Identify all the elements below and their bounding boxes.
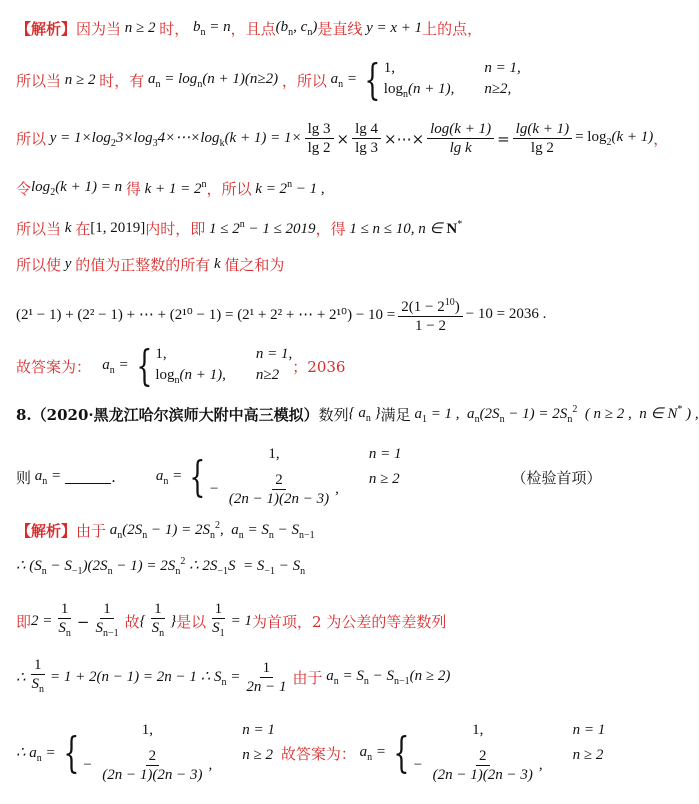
solution-2-line-1: 【解析】 由于 $a_n(2S_n - 1) = 2S_n^2$, $a_n = S_n - S_{n-1}$ — [16, 520, 315, 541]
question-8-blank-line: 则 $a_n$ = . $a_n$ = { 1, n = 1 − $\frac{2}{(2n - 1)(2n - 3)}$ , n ≥ 2 （检验首项） — [16, 446, 602, 507]
solution-2-line-5: ∴ $a_n$ = { 1, n = 1 − $\frac{2}{(2n - 1)(2n - 3)}$ , n ≥ 2 故答案为： $a_n$ = { 1, n = 1 − $\frac{2}{(2n - 1)(2n - 3)}$ , n ≥ 2 — [16, 722, 606, 783]
answer-blank — [65, 471, 111, 484]
solution-line-4: 令 $\log_2(k + 1) = n$ 得 $k + 1 = 2^n$ ，所以 $k = 2^n - 1$ , — [16, 179, 325, 198]
question-8-header: 8. （2020·黑龙江哈尔滨师大附中高三模拟） 数列 { $a_n$ } 满足 $a_1 = 1$ , $a_n(2S_n - 1) = 2S_n^2$ ( n ≥ 2 , n ∈ N* ) , — [16, 404, 699, 425]
solution-line-5: 所以当 k 在 [1, 2019] 内时，即 $1 \le 2^n - 1 \le 2019$ ，得 1 ≤ n ≤ 10, n ∈ N* — [16, 219, 463, 238]
solution-line-1: 【解析】 因为当 n ≥ 2 时， $b_n = n$ ，且点 ($b_n$, $c_n$) 是直线 y = x + 1 上的点， — [16, 19, 483, 38]
solution-line-3: 所以 $y = 1\times\log_23\times\log_34\times\cdots\times\log_k(k + 1) = 1\times$ $\frac{\lg 3}{\lg 2}$ × $\frac{\lg 4}{\lg 3}$ ×⋯× $\frac{\log(k + 1)}{\text{lg k}}$ = $\frac{\lg(k + 1)}{\lg 2}$ = $\log_2(k + 1)$ ， — [16, 121, 669, 156]
solution-line-8: 故答案为： $a_n$ = { 1, n = 1, $\log_n(n + 1)$, n≥2 ；2036 — [16, 341, 346, 390]
solution-2-line-2: ∴ $(S_n - S_{-1})(2S_n - 1) = 2S_n^2$ ∴ $2S_{-1}S = S_{-1} - S_n$ — [16, 556, 306, 577]
solution-2-line-4: ∴ $\frac{1}{S_n}$ = 1 + 2(n − 1) = 2n − 1 ∴ $S_n$ = $\frac{1}{2n - 1}$ 由于 $a_n = S_n - S_{n-1}(n \ge 2)$ — [16, 657, 451, 695]
solution-line-6: 所以使 y 的值为正整数的所有 k 值之和为 — [16, 256, 285, 274]
solution-line-2: 所以当 n ≥ 2 时，有 $a_n = \log_n(n + 1)(n\ge 2)$ ，所以 $a_n$ = { 1, n = 1, $\log_n(n + 1)$, n≥2, — [16, 55, 521, 104]
analysis-label: 【解析】 — [16, 20, 77, 38]
solution-2-line-3: 即 2 = $\frac{1}{S_n}$ − $\frac{1}{S_{n-1}}$ 故 { $\frac{1}{S_n}$ } 是以 $\frac{1}{S_1}$ = 1 为首项，2 为公差的等差数列 — [16, 601, 447, 639]
solution-line-7: (2¹ − 1) + (2² − 1) + ⋯ + (2¹⁰ − 1) = (2¹ + 2² + ⋯ + 2¹⁰) − 10 = $\frac{2(1 - 2^{10})}{1 - 2}$ − 10 = 2036 . — [16, 294, 546, 335]
